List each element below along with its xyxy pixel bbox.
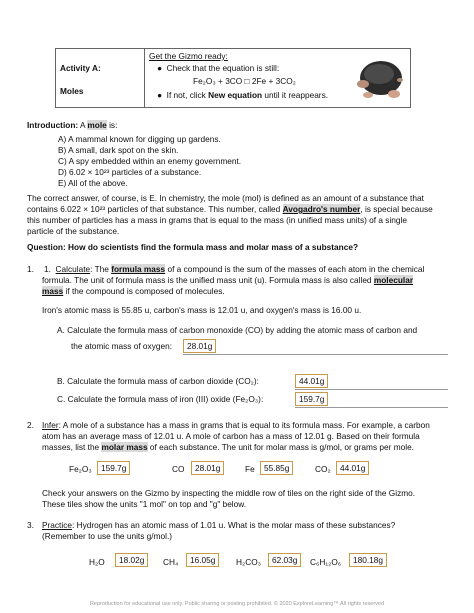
question-heading: Question: How do scientists find the formula mass and molar mass of a substance? <box>27 242 359 252</box>
q2-label-co: CO <box>172 464 185 474</box>
avogadro-term: Avogadro's number <box>282 204 361 214</box>
intro-label: Introduction: <box>27 120 79 130</box>
q2-answer-fe2o3[interactable]: 159.7g <box>97 461 130 475</box>
q3-line1 <box>42 520 395 531</box>
q3-label-h2co3: H₂CO₃ <box>236 557 262 567</box>
q2-number: 2. <box>27 420 34 430</box>
mole-photo <box>354 50 406 106</box>
q3-label-h2o: H₂O <box>89 557 105 567</box>
intro-para-line3: this number of particles has a mass in grams that is equal to the mass (in unified mass units) of a single <box>27 215 407 225</box>
ifnot-prefix: If not, click <box>166 90 209 100</box>
q1-line3 <box>42 286 225 297</box>
intro-option-b: B) A small, dark spot on the skin. <box>58 145 179 155</box>
activity-label: Activity A: <box>60 63 101 73</box>
q1b-text: B. Calculate the formula mass of carbon dioxide (CO₂): <box>57 376 259 386</box>
q2-title: Infer <box>42 420 59 430</box>
intro-option-c: C) A spy embedded within an enemy government. <box>58 156 242 166</box>
molar-mass-term: molar mass <box>101 442 148 452</box>
q1c-answer-line <box>295 407 448 408</box>
intro-option-d: D) 6.02 × 10²³ particles of a substance. <box>58 167 202 177</box>
q3-number: 3. <box>27 520 34 530</box>
q1-line1 <box>44 264 424 275</box>
q1-line3-post: if the compound is composed of molecules. <box>63 286 225 296</box>
q2-line1 <box>42 420 430 431</box>
check-text: Check that the equation is still: <box>166 63 280 73</box>
intro-heading <box>27 120 117 131</box>
q2-label-fe: Fe <box>245 464 255 474</box>
intro-para-line4: particle of the substance. <box>27 226 120 236</box>
q3-answer-h2o[interactable]: 18.02g <box>115 553 148 567</box>
footer-copyright: Reproduction for educational use only. Public sharing or posting prohibited. © 2020 ExploreLearning™ All rights reserved <box>89 601 385 607</box>
q2-line3-post: of each substance. The unit for molar mass is g/mol, or grams per mole. <box>147 442 414 452</box>
q2-line3-pre: masses, list the <box>42 442 102 452</box>
q1-sub: 1. <box>44 264 51 274</box>
q1-line2 <box>42 275 413 286</box>
intro-pre: A <box>78 120 88 130</box>
activity-label-cell <box>56 49 145 107</box>
q3-answer-c6h12o6[interactable]: 180.18g <box>349 553 387 567</box>
q1c-answer[interactable]: 159.7g <box>295 392 328 406</box>
q3-answer-ch4[interactable]: 16.05g <box>186 553 219 567</box>
q3-label-c6h12o6: C₆H₁₂O₆ <box>310 557 342 567</box>
intro-option-e: E) All of the above. <box>58 178 128 188</box>
q1b-answer[interactable]: 44.01g <box>295 374 328 388</box>
q2-label-co2: CO₂ <box>315 464 331 474</box>
q1-line1-post: of a compound is the sum of the masses of each atom in the chemical <box>165 264 425 274</box>
intro-post: is: <box>106 120 118 130</box>
q3-answer-h2co3[interactable]: 62.03g <box>268 553 301 567</box>
bullet-icon: ● <box>157 90 163 100</box>
gizmo-ready-heading: Get the Gizmo ready: <box>149 51 228 61</box>
intro-para-line2 <box>27 204 433 215</box>
equation: Fe₂O₃ + 3CO □ 2Fe + 3CO₂ <box>193 76 296 86</box>
q2-line2: atom has an average mass of 12.01 u. A mole of carbon has a mass of 12.01 g. Based on their formula <box>42 431 420 441</box>
q1c-text: C. Calculate the formula mass of iron (III) oxide (Fe₂O₃): <box>57 394 264 404</box>
q1a-answer[interactable]: 28.01g <box>183 339 216 353</box>
ifnot-suffix: until it reappears. <box>262 90 329 100</box>
intro-para-line2-post: , is special because <box>360 204 433 214</box>
q3-line1-text: : Hydrogen has an atomic mass of 1.01 u. What is the molar mass of these substances? <box>71 520 396 530</box>
q1a-line1: A. Calculate the formula mass of carbon monoxide (CO) by adding the atomic mass of carbon and <box>57 325 418 335</box>
q2-answer-co2[interactable]: 44.01g <box>336 461 369 475</box>
new-equation-label: New equation <box>208 90 263 100</box>
q1-number: 1. <box>27 264 34 274</box>
intro-para-line2-pre: contains 6.022 × 10²³ particles of that substance. This number, called <box>27 204 283 214</box>
q1a-line2: the atomic mass of oxygen: <box>71 341 172 351</box>
mass-term: mass <box>42 286 64 296</box>
q2-answer-co[interactable]: 28.01g <box>191 461 224 475</box>
q1-line1-pre: : The <box>90 264 112 274</box>
q3-title: Practice <box>42 520 72 530</box>
bullet-icon: ● <box>157 63 163 73</box>
mole-term: mole <box>87 120 107 130</box>
q1a-answer-line <box>183 354 448 355</box>
mole-animal-icon <box>354 50 406 106</box>
ifnot-item <box>157 90 328 100</box>
q2-check2: These tiles show the units "1 mol" on top and "g" below. <box>42 499 247 509</box>
q2-line1-text: : A mole of a substance has a mass in grams that is equal to its formula mass. For example, a carbon <box>58 420 430 430</box>
q2-check1: Check your answers on the Gizmo by inspecting the middle row of tiles on the right side of the Gizmo. <box>42 488 416 498</box>
q1-masses: Iron's atomic mass is 55.85 u, carbon's mass is 12.01 u, and oxygen's mass is 16.00 u. <box>42 305 362 315</box>
q2-label-fe2o3: Fe₂O₃ <box>69 464 92 474</box>
activity-name: Moles <box>60 86 84 96</box>
molecular-term: molecular <box>373 275 414 285</box>
q3-line2: (Remember to use the units g/mol.) <box>42 531 173 541</box>
q2-answer-fe[interactable]: 55.85g <box>260 461 293 475</box>
intro-option-a: A) A mammal known for digging up gardens. <box>58 134 221 144</box>
intro-para-line1: The correct answer, of course, is E. In chemistry, the mole (mol) is defined as an amount of a substance that <box>27 193 424 203</box>
formula-mass-term: formula mass <box>111 264 166 274</box>
q3-label-ch4: CH₄ <box>163 557 179 567</box>
q1b-answer-line <box>295 389 448 390</box>
q1-line2-pre: formula. The unit of formula mass is the unified mass unit (u). Formula mass is also called <box>42 275 374 285</box>
check-item <box>157 63 279 73</box>
q2-line3 <box>42 442 414 453</box>
q1-title: Calculate <box>55 264 91 274</box>
